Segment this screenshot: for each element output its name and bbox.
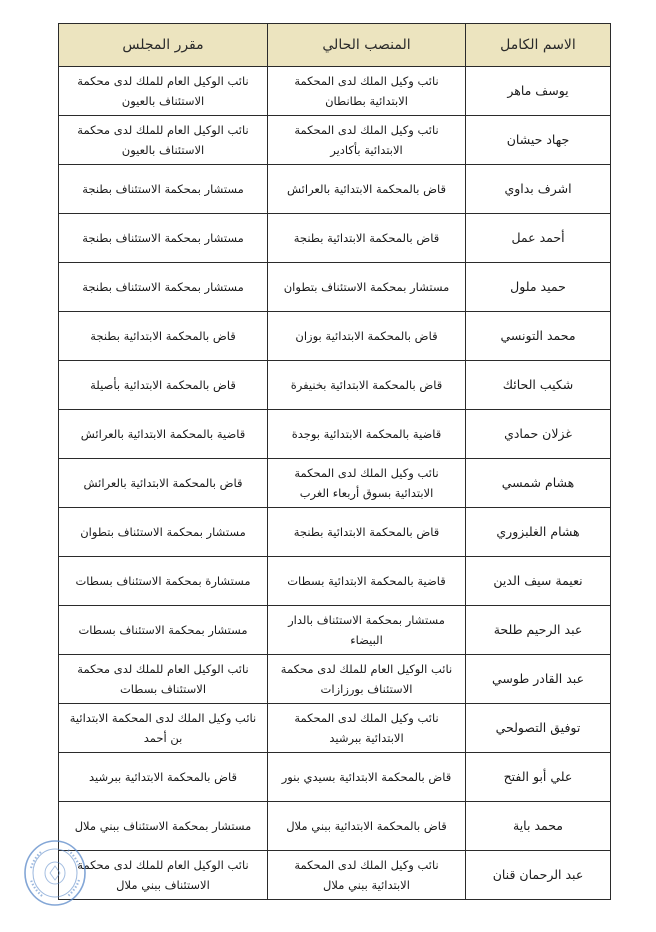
table-row [59, 508, 611, 557]
cell-full-name: محمد باية [466, 802, 611, 851]
table-header-row [59, 24, 611, 67]
cell-full-name: حميد ملول [466, 263, 611, 312]
cell-council-decision: قاض بالمحكمة الابتدائية ببرشيد [59, 753, 268, 802]
cell-full-name: غزلان حمادي [466, 410, 611, 459]
cell-council-decision: نائب الوكيل العام للملك لدى محكمة الاستئناف بالعيون [59, 116, 268, 165]
cell-council-decision: قاض بالمحكمة الابتدائية بأصيلة [59, 361, 268, 410]
cell-current-position: قاضية بالمحكمة الابتدائية بسطات [268, 557, 466, 606]
cell-current-position: قاض بالمحكمة الابتدائية ببني ملال [268, 802, 466, 851]
table-row [59, 557, 611, 606]
table-row [59, 459, 611, 508]
cell-current-position: قاض بالمحكمة الابتدائية بوزان [268, 312, 466, 361]
cell-council-decision: قاضية بالمحكمة الابتدائية بالعرائش [59, 410, 268, 459]
cell-council-decision: نائب الوكيل العام للملك لدى محكمة الاستئناف بالعيون [59, 67, 268, 116]
cell-current-position: نائب وكيل الملك لدى المحكمة الابتدائية بطانطان [268, 67, 466, 116]
table-row [59, 361, 611, 410]
cell-current-position: قاض بالمحكمة الابتدائية بخنيفرة [268, 361, 466, 410]
cell-full-name: شكيب الحائك [466, 361, 611, 410]
table-row [59, 165, 611, 214]
cell-current-position: نائب الوكيل العام للملك لدى محكمة الاستئناف بورزازات [268, 655, 466, 704]
header-full-name: الاسم الكامل [466, 24, 611, 67]
cell-current-position: نائب وكيل الملك لدى المحكمة الابتدائية بسوق أربعاء الغرب [268, 459, 466, 508]
cell-council-decision: مستشار بمحكمة الاستئناف بطنجة [59, 263, 268, 312]
cell-full-name: عبد الرحيم طلحة [466, 606, 611, 655]
table-row [59, 263, 611, 312]
cell-current-position: قاض بالمحكمة الابتدائية بسيدي بنور [268, 753, 466, 802]
appointments-table [58, 23, 611, 900]
cell-full-name: علي أبو الفتح [466, 753, 611, 802]
table-row [59, 214, 611, 263]
table-row [59, 116, 611, 165]
cell-council-decision: مستشار بمحكمة الاستئناف بطنجة [59, 165, 268, 214]
cell-full-name: هشام الغلبزوري [466, 508, 611, 557]
cell-full-name: توفيق التصولحي [466, 704, 611, 753]
cell-current-position: قاض بالمحكمة الابتدائية بالعرائش [268, 165, 466, 214]
header-current-position: المنصب الحالي [268, 24, 466, 67]
cell-full-name: عبد الرحمان قنان [466, 851, 611, 900]
cell-council-decision: مستشار بمحكمة الاستئناف بسطات [59, 606, 268, 655]
cell-full-name: أحمد عمل [466, 214, 611, 263]
official-seal-icon [22, 838, 88, 908]
cell-full-name: جهاد حيشان [466, 116, 611, 165]
cell-full-name: هشام شمسي [466, 459, 611, 508]
cell-council-decision: مستشار بمحكمة الاستئناف بطنجة [59, 214, 268, 263]
table-row [59, 802, 611, 851]
cell-council-decision: مستشارة بمحكمة الاستئناف بسطات [59, 557, 268, 606]
cell-council-decision: مستشار بمحكمة الاستئناف بتطوان [59, 508, 268, 557]
cell-full-name: محمد التونسي [466, 312, 611, 361]
table-row [59, 312, 611, 361]
table-body [59, 67, 611, 900]
cell-current-position: نائب وكيل الملك لدى المحكمة الابتدائية ببني ملال [268, 851, 466, 900]
table-row [59, 410, 611, 459]
table-row [59, 851, 611, 900]
cell-council-decision: نائب وكيل الملك لدى المحكمة الابتدائية بن أحمد [59, 704, 268, 753]
cell-full-name: يوسف ماهر [466, 67, 611, 116]
cell-current-position: قاضية بالمحكمة الابتدائية بوجدة [268, 410, 466, 459]
table-row [59, 606, 611, 655]
cell-full-name: اشرف بداوي [466, 165, 611, 214]
cell-current-position: قاض بالمحكمة الابتدائية بطنجة [268, 214, 466, 263]
cell-council-decision: قاض بالمحكمة الابتدائية بطنجة [59, 312, 268, 361]
cell-current-position: نائب وكيل الملك لدى المحكمة الابتدائية بأكادير [268, 116, 466, 165]
cell-current-position: مستشار بمحكمة الاستئناف بالدار البيضاء [268, 606, 466, 655]
table-row [59, 67, 611, 116]
appointments-sheet [58, 23, 610, 900]
cell-council-decision: نائب الوكيل العام للملك لدى محكمة الاستئناف ببني ملال [59, 851, 268, 900]
cell-council-decision: نائب الوكيل العام للملك لدى محكمة الاستئناف بسطات [59, 655, 268, 704]
cell-council-decision: قاض بالمحكمة الابتدائية بالعرائش [59, 459, 268, 508]
cell-full-name: نعيمة سيف الدين [466, 557, 611, 606]
cell-council-decision: مستشار بمحكمة الاستئناف ببني ملال [59, 802, 268, 851]
cell-current-position: قاض بالمحكمة الابتدائية بطنجة [268, 508, 466, 557]
table-row [59, 655, 611, 704]
cell-current-position: مستشار بمحكمة الاستئناف بتطوان [268, 263, 466, 312]
cell-full-name: عبد القادر طوسي [466, 655, 611, 704]
cell-current-position: نائب وكيل الملك لدى المحكمة الابتدائية ببرشيد [268, 704, 466, 753]
header-council-decision: مقرر المجلس [59, 24, 268, 67]
table-row [59, 704, 611, 753]
table-row [59, 753, 611, 802]
